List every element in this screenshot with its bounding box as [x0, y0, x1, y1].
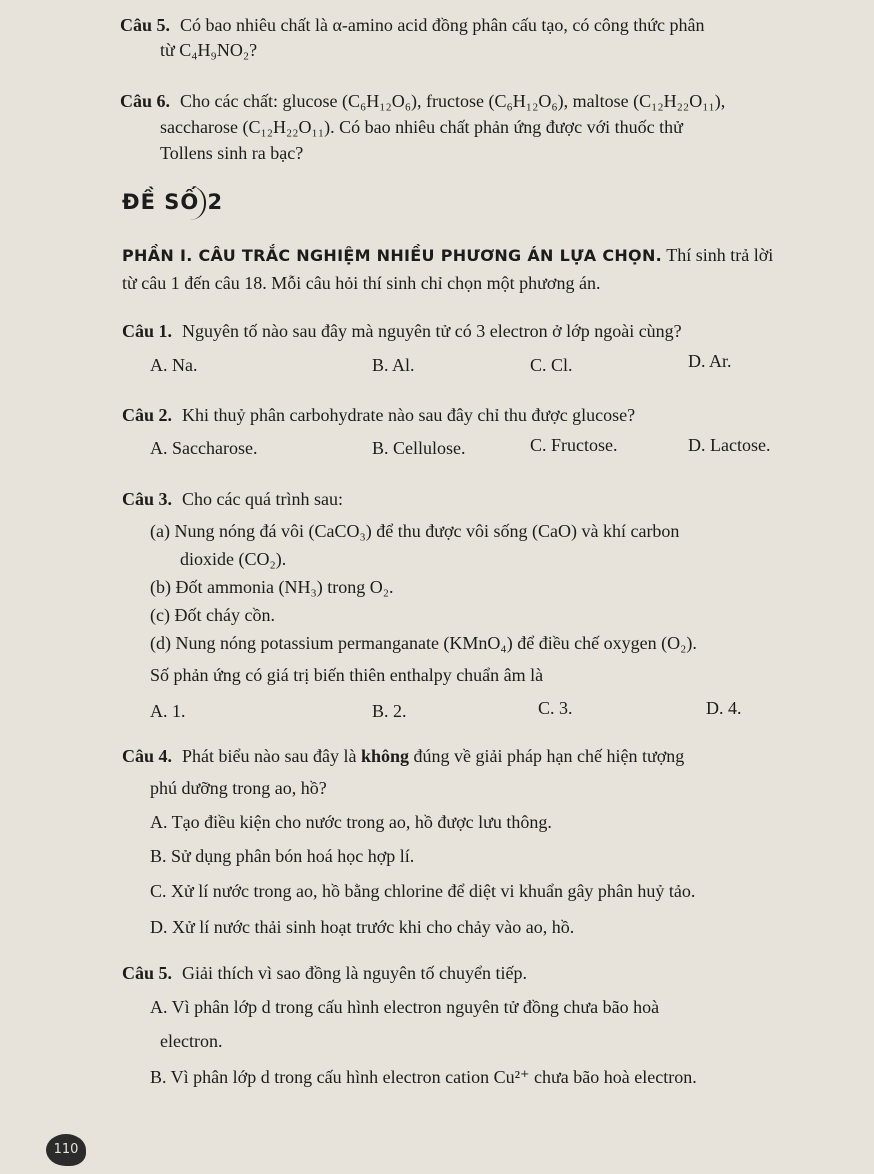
process-d: (d) Nung nóng potassium permanganate (KMnO₄) để điều chế oxygen (O₂). — [150, 633, 697, 653]
question-prompt: Số phản ứng có giá trị biến thiên enthalpy chuẩn âm là — [150, 665, 544, 685]
option-c: C. Cl. — [530, 355, 573, 375]
option-b: B. Sử dụng phân bón hoá học hợp lí. — [150, 846, 415, 866]
prev-question-5-line2: từ C₄H₉NO₂? — [160, 40, 258, 60]
question-5 — [122, 962, 527, 984]
exam-title: ĐỀ SỐ 2 — [122, 190, 224, 214]
question-label: Câu 6. — [120, 91, 171, 111]
option-a: A. Vì phân lớp d trong cấu hình electron nguyên tử đồng chưa bão hoà — [150, 997, 660, 1017]
process-a: (a) Nung nóng đá vôi (CaCO₃) để thu được vôi sống (CaO) và khí carbon — [150, 521, 680, 541]
question-label: Câu 3. — [122, 489, 173, 509]
part-heading — [122, 244, 773, 267]
part-title: PHẦN I. CÂU TRẮC NGHIỆM NHIỀU PHƯƠNG ÁN LỰA CHỌN. — [122, 246, 663, 265]
formula: C₄H₉NO₂? — [179, 40, 258, 60]
part-instruction: từ câu 1 đến câu 18. Mỗi câu hỏi thí sinh chỉ chọn một phương án. — [122, 273, 601, 293]
question-text: Tollens sinh ra bạc? — [160, 143, 304, 163]
process-b: (b) Đốt ammonia (NH₃) trong O₂. — [150, 577, 394, 597]
question-text: Khi thuỷ phân carbohydrate nào sau đây chỉ thu được glucose? — [182, 405, 636, 425]
question-4: Câu 4. Phát biểu nào sau đây là không đúng về giải pháp hạn chế hiện tượng — [122, 746, 685, 766]
question-label: Câu 1. — [122, 321, 173, 341]
prev-question-6 — [120, 90, 725, 112]
question-text: Cho các quá trình sau: — [182, 489, 343, 509]
question-text: Cho các chất: glucose (C₆H₁₂O₆), fructose (C₆H₁₂O₆), maltose (C₁₂H₂₂O₁₁), — [180, 91, 726, 111]
option-c: C. Fructose. — [530, 435, 618, 455]
option-d: D. 4. — [706, 698, 742, 718]
question-3 — [122, 488, 343, 510]
option-b: B. Al. — [372, 355, 415, 375]
option-c: C. 3. — [538, 698, 573, 718]
question-text: saccharose (C₁₂H₂₂O₁₁). Có bao nhiêu chất phản ứng được với thuốc thử — [160, 117, 683, 137]
option-c: C. Xử lí nước trong ao, hồ bằng chlorine để diệt vi khuẩn gây phân huỷ tảo. — [150, 881, 696, 901]
question-text: Giải thích vì sao đồng là nguyên tố chuyển tiếp. — [182, 963, 527, 983]
question-label: Câu 2. — [122, 405, 173, 425]
question-1 — [122, 320, 682, 342]
question-text: Có bao nhiêu chất là α-amino acid đồng phân cấu tạo, có công thức phân — [180, 15, 705, 35]
option-b: B. Vì phân lớp d trong cấu hình electron cation Cu²⁺ chưa bão hoà electron. — [150, 1067, 697, 1087]
question-label: Câu 4. — [122, 746, 173, 766]
page-number-badge — [46, 1134, 86, 1166]
option-d: D. Lactose. — [688, 435, 771, 455]
question-label: Câu 5. — [122, 963, 173, 983]
option-a: A. Tạo điều kiện cho nước trong ao, hồ được lưu thông. — [150, 812, 552, 832]
question-text: Nguyên tố nào sau đây mà nguyên tử có 3 electron ở lớp ngoài cùng? — [182, 321, 682, 341]
page-number: 110 — [53, 1142, 79, 1157]
option-a-cont: electron. — [160, 1031, 223, 1051]
option-d: D. Ar. — [688, 351, 732, 371]
option-b: B. Cellulose. — [372, 438, 466, 458]
option-b: B. 2. — [372, 701, 407, 721]
part-instruction: Thí sinh trả lời — [666, 245, 774, 265]
question-label: Câu 5. — [120, 15, 171, 35]
emphasis-not: không — [360, 746, 410, 766]
question-text: phú dưỡng trong ao, hồ? — [150, 778, 327, 798]
process-a-cont: dioxide (CO₂). — [180, 549, 287, 569]
option-d: D. Xử lí nước thải sinh hoạt trước khi cho chảy vào ao, hồ. — [150, 917, 575, 937]
title-bracket-decoration — [180, 186, 206, 220]
option-a: A. 1. — [150, 701, 186, 721]
question-2 — [122, 404, 635, 426]
prev-question-5 — [120, 14, 705, 36]
process-c: (c) Đốt cháy cồn. — [150, 605, 275, 625]
option-a: A. Na. — [150, 355, 198, 375]
option-a: A. Saccharose. — [150, 438, 258, 458]
